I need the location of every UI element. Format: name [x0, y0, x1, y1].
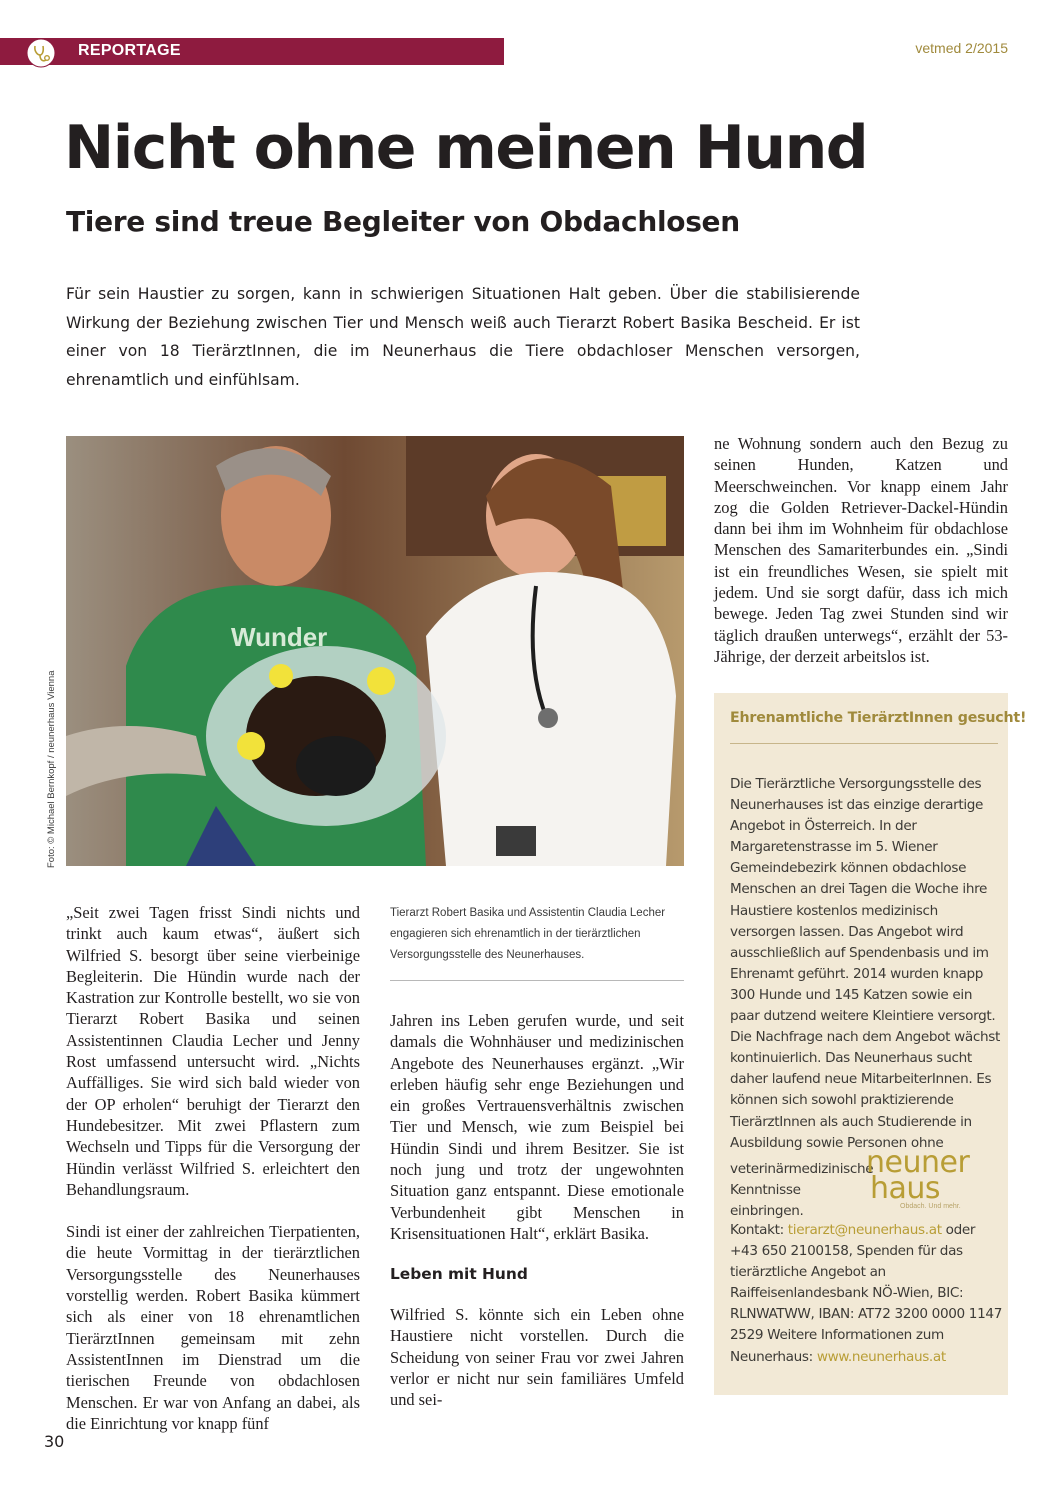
- paragraph: Wilfried S. könnte sich ein Leben ohne Haustiere nicht vorstellen. Durch die Scheidung von seiner Frau vor zwei Jahren verlor er nicht nur sein familiäres Umfeld und sei-: [390, 1305, 684, 1410]
- article-photo: [66, 436, 684, 866]
- website-link[interactable]: www.neunerhaus.at: [816, 1348, 946, 1365]
- info-box-body: Die Tierärztliche Versorgungsstelle des Neunerhauses ist das einzige derartige Angebot in Österreich. In der Margaretenstrasse im 5. Wiener Gemeindebezirk können obdachlose Menschen an drei Tagen die Woche ihre Haustiere kostenlos medizinisch versorgen lassen. Das Angebot wird ausschließlich auf Spendenbasis und im Ehrenamt geführt. 2014 wurden knapp 300 Hunde und 145 Katzen sowie ein paar dutzend weitere Kleintiere versorgt. Die Nachfrage nach dem Angebot wächst kontinuierlich. Das Neunerhaus sucht daher laufend neue MitarbeiterInnen. Es können sich sowohl praktizierende TierärztInnen als auch Studierende in Ausbildung sowie Personen ohne: [730, 776, 1000, 1151]
- logo-text-haus: haus: [870, 1171, 941, 1206]
- logo-text-neuner: neuner: [866, 1145, 970, 1180]
- logo-tagline: Obdach. Und mehr.: [900, 1203, 961, 1210]
- section-label: REPORTAGE: [78, 42, 181, 59]
- contact-details: oder +43 650 2100158, Spenden für das tierärztliche Angebot an Raiffeisenlandesbank NÖ-Wien, BIC: RLNWATWW, IBAN: AT72 3200 0000 1147 2529 Weitere Informationen zum Neunerhaus:: [730, 1222, 1003, 1365]
- column-2-continued: [390, 1304, 684, 1410]
- info-box-title: Ehrenamtliche TierärztInnen gesucht!: [730, 710, 1027, 726]
- caption-divider: [390, 980, 684, 981]
- paragraph: Sindi ist einer der zahlreichen Tierpatienten, die heute Vormittag in der tierärztlichen Versorgungsstelle des Neunerhauses vorstellig werden. Robert Basika kümmert sich als einer von 18 ehrenamtlichen TierärztInnen gemeinsam mit zehn AssistentInnen im Dienstrad um die tierischen Freunde von obdachlosen Menschen. Er war von Anfang an dabei, als die Einrichtung vor knapp fünf: [66, 1222, 360, 1433]
- article-intro: Für sein Haustier zu sorgen, kann in schwierigen Situationen Halt geben. Über die stabilisierende Wirkung der Beziehung zwischen Tier und Mensch weiß auch Tierarzt Robert Basika Bescheid. Er ist einer von 18 TierärztInnen, die im Neunerhaus die Tiere obdachloser Menschen versorgen, ehrenamtlich und einfühlsam.: [66, 285, 860, 389]
- issue-label: vetmed 2/2015: [915, 40, 1008, 56]
- neunerhaus-logo: [866, 1145, 986, 1210]
- contact-label: Kontakt:: [730, 1222, 784, 1238]
- contact-info: [730, 1220, 1002, 1368]
- column-3: [714, 433, 1008, 667]
- paragraph: ne Wohnung sondern auch den Bezug zu seinen Hunden, Katzen und Meerschweinchen. Vor knapp einem Jahr zog die Golden Retriever-Dackel-Hündin dann bei ihm im Wohnheim für obdachlose Menschen des Samariterbundes ein. „Sindi ist ein freundliches Wesen, sie spielt mit jedem. Und sie sorgt dafür, dass ich mich bewege. Jeden Tag zwei Stunden sind wir täglich draußen unterwegs“, erzählt der 53-Jährige, der derzeit arbeitslos ist.: [714, 434, 1008, 666]
- contact-email-link[interactable]: tierarzt@neunerhaus.at: [787, 1222, 942, 1238]
- stethoscope-logo-icon: [26, 38, 56, 68]
- page-number: 30: [44, 1432, 65, 1451]
- info-box-body-tail: veterinärmedizinische Kenntnisse einbringen.: [730, 1161, 874, 1220]
- photo-credit: Foto: © Michael Bernkopf / neunerhaus Vienna: [46, 670, 57, 868]
- photo-shirt-text: Wunder: [231, 622, 328, 652]
- article-subtitle: Tiere sind treue Begleiter von Obdachlosen: [66, 205, 740, 238]
- section-bar: [0, 38, 504, 65]
- section-heading: Leben mit Hund: [390, 1265, 528, 1283]
- paragraph: „Seit zwei Tagen frisst Sindi nichts und trinkt auch kaum etwas“, äußert sich Wilfried S. besorgt über seine vierbeinige Begleiterin. Die Hündin wurde nach der Kastration zur Kontrolle bestellt, wo sie von Tierarzt Robert Basika und seinen Assistentinnen Claudia Lecher und Jenny Rost umfassend untersucht wird. „Nichts Auffälliges. Sie wird sich bald wieder von der OP erholen“ beruhigt der Tierarzt den Hundebesitzer. Mit zwei Pflastern zum Wechseln und Tipps für die Versorgung der Hündin verlässt Wilfried S. erleichtert den Behandlungsraum.: [66, 903, 360, 1199]
- info-box-divider: [730, 743, 998, 744]
- column-2: [390, 1010, 684, 1244]
- photo-caption: Tierarzt Robert Basika und Assistentin Claudia Lecher engagieren sich ehrenamtlich in der tierärztlichen Versorgungsstelle des Neunerhauses.: [390, 907, 666, 961]
- column-1: [66, 902, 360, 1434]
- paragraph: Jahren ins Leben gerufen wurde, und seit damals die Wohnhäuser und medizinischen Angebote des Neunerhauses ergänzt. „Wir erleben häufig sehr enge Beziehungen und ein großes Vertrauensverhältnis zwischen Tier und Mensch, wie zum Beispiel bei Hündin Sindi und ihrem Besitzer. Sie ist noch jung und trotz der ungewohnten Situation ganz entspannt. Diese emotionale Verbundenheit gibt Menschen in Krisensituationen Halt“, erklärt Basika.: [390, 1011, 684, 1243]
- article-title: Nicht ohne meinen Hund: [64, 113, 868, 183]
